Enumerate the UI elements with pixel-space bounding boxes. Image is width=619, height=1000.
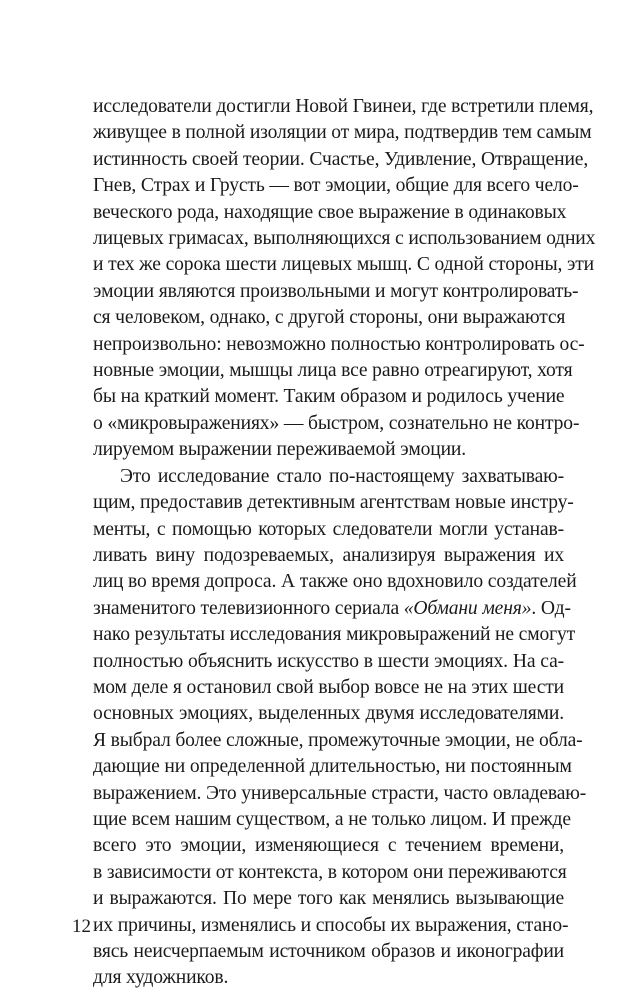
text-line: менты, с помощью которых следователи могли устанав- <box>93 518 564 540</box>
text-fragment: . Од- <box>531 597 571 619</box>
text-line: лицевых гримасах, выполняющихся с использованием одних <box>93 228 596 250</box>
text-line: всего это эмоции, изменяющиеся с течением времени, <box>93 835 564 857</box>
text-line: и тех же сорока шести лицевых мышц. С одной стороны, эти <box>93 254 594 276</box>
text-line: Гнев, Страх и Грусть — вот эмоции, общие для всего чело- <box>93 175 579 197</box>
text-line: ливать вину подозреваемых, анализируя выражения их <box>93 544 564 566</box>
text-line: нако результаты исследования микровыражений не смогут <box>93 624 576 646</box>
text-line: в зависимости от контекста, в котором они переживаются <box>93 861 567 883</box>
page-number: 12 <box>72 916 91 937</box>
text-line: дающие ни определенной длительностью, ни постоянным <box>93 756 572 778</box>
text-line: о «микровыражениях» — быстром, сознательно не контро- <box>93 412 580 434</box>
text-line: щим, предоставив детективным агентствам новые инстру- <box>93 492 574 514</box>
text-line: новные эмоции, мышцы лица все равно отреагируют, хотя <box>93 360 573 382</box>
text-line: эмоции являются произвольными и могут контролировать- <box>93 280 579 302</box>
text-line: Это исследование стало по-настоящему захватываю- <box>120 465 564 487</box>
text-line: лируемом выражении переживаемой эмоции. <box>93 439 467 461</box>
text-line: Я выбрал более сложные, промежуточные эмоции, не обла- <box>93 729 583 751</box>
text-line-with-title <box>93 596 571 622</box>
text-line: вясь неисчерпаемым источником образов и иконографии <box>93 941 564 962</box>
paragraph-2 <box>93 464 587 992</box>
text-line: выражением. Это универсальные страсти, часто овладеваю- <box>93 782 587 804</box>
text-fragment: знаменитого телевизионного сериала <box>93 597 399 619</box>
paragraph-1 <box>93 94 596 464</box>
text-line: живущее в полной изоляции от мира, подтвердив тем самым <box>93 122 592 144</box>
text-line: исследователи достигли Новой Гвинеи, где встретили племя, <box>93 96 594 117</box>
text-line: непроизвольно: невозможно полностью контролировать ос- <box>93 333 585 355</box>
text-line: щие всем нашим существом, а не только лицом. И прежде <box>93 808 571 830</box>
text-line: веческого рода, находящие свое выражение в одинаковых <box>93 201 567 223</box>
series-title: «Обмани меня» <box>403 597 532 619</box>
text-line: лиц во время допроса. А также оно вдохновило создателей <box>93 571 577 593</box>
text-line: для художников. <box>93 967 229 989</box>
text-line: ся человеком, однако, с другой стороны, они выражаются <box>93 307 566 329</box>
text-line: и выражаются. По мере того как менялись вызывающие <box>93 888 564 910</box>
text-line: их причины, изменялись и способы их выражения, стано- <box>93 914 569 936</box>
text-line: мом деле я остановил свой выбор вовсе не на этих шести <box>93 676 564 698</box>
text-line: истинность своей теории. Счастье, Удивление, Отвращение, <box>93 148 589 170</box>
text-line: бы на краткий момент. Таким образом и родилось учение <box>93 386 565 408</box>
text-line: основных эмоциях, выделенных двумя исследователями. <box>93 703 564 725</box>
text-line: полностью объяснить искусство в шести эмоциях. На са- <box>93 650 564 672</box>
body-text <box>93 94 596 992</box>
